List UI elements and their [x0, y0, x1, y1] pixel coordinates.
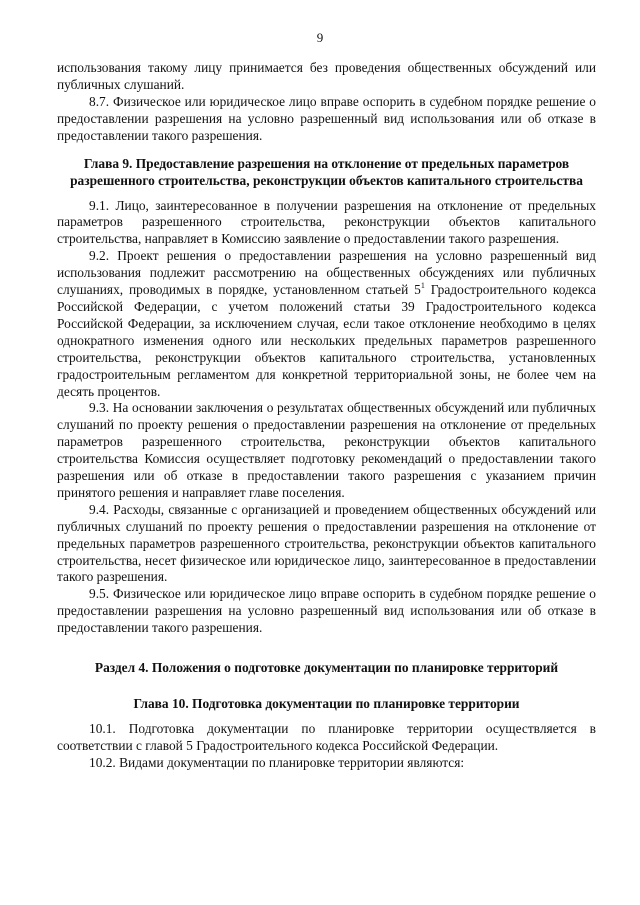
- article-superscript: 1: [420, 281, 425, 291]
- paragraph-9-2-part-a: 9.2. Проект решения о предоставлении разрешения на условно разрешенный вид использования подлежит рассмотрению на общественных обсуждениях или публичных слушаниях, проводимых в порядке, установленном статьей 5: [57, 248, 596, 298]
- page-number: 9: [316, 30, 324, 45]
- section-4-heading: Раздел 4. Положения о подготовке документации по планировке территорий: [94, 660, 559, 676]
- paragraph-9-5: 9.5. Физическое или юридическое лицо вправе оспорить в судебном порядке решение о предоставлении разрешения на условно разрешенный вид использования или об отказе в предоставлении такого разрешения.: [57, 586, 596, 636]
- document-body: [57, 60, 596, 772]
- paragraph-10-1: 10.1. Подготовка документации по планировке территории осуществляется в соответствии с главой 5 Градостроительного кодекса Российской Федерации.: [57, 721, 596, 753]
- paragraph-9-3: 9.3. На основании заключения о результатах общественных обсуждений или публичных слушаний по проекту решения о предоставлении разрешения на отклонение от предельных параметров разрешенного строительства, реконструкции объектов капитального строительства Комиссия осуществляет подготовку рекомендаций о предоставлении такого разрешения или об отказе в предоставлении такого разрешения с указанием причин принятого решения и направляет главе поселения.: [57, 400, 596, 500]
- paragraph-continuation: использования такому лицу принимается без проведения общественных обсуждений или публичных слушаний.: [57, 60, 596, 92]
- paragraph-10-2: 10.2. Видами документации по планировке территории являются:: [89, 754, 465, 770]
- paragraph-9-1: 9.1. Лицо, заинтересованное в получении разрешения на отклонение от предельных параметров разрешенного строительства, реконструкции объектов капитального строительства, направляет в Комиссию заявление о предоставлении такого разрешения.: [57, 197, 596, 247]
- paragraph-9-2: [57, 248, 596, 400]
- chapter-10-heading: Глава 10. Подготовка документации по планировке территории: [133, 696, 520, 712]
- paragraph-8-7: 8.7. Физическое или юридическое лицо вправе оспорить в судебном порядке решение о предоставлении разрешения на условно разрешенный вид использования или об отказе в предоставлении такого разрешения.: [57, 93, 596, 143]
- chapter-9-heading: Глава 9. Предоставление разрешения на отклонение от предельных параметров разрешенного строительства, реконструкции объектов капитального строительства: [70, 155, 583, 188]
- paragraph-9-4: 9.4. Расходы, связанные с организацией и проведением общественных обсуждений или публичных слушаний по проекту решения о предоставлении разрешения на отклонение от предельных параметров разрешенного строительства, реконструкции объектов капитального строительства, несет физическое или юридическое лицо, заинтересованное в предоставлении такого разрешения.: [57, 501, 596, 585]
- paragraph-9-2-part-b: Градостроительного кодекса Российской Федерации, с учетом положений статьи 39 Градостроительного кодекса Российской Федерации, за исключением случая, если такое отклонение необходимо в целях однократного изменения одного или нескольких предельных параметров разрешенного строительства, реконструкции объектов капитального строительства, установленных градостроительным регламентом для конкретной территориальной зоны, не более чем на десять процентов.: [57, 282, 596, 399]
